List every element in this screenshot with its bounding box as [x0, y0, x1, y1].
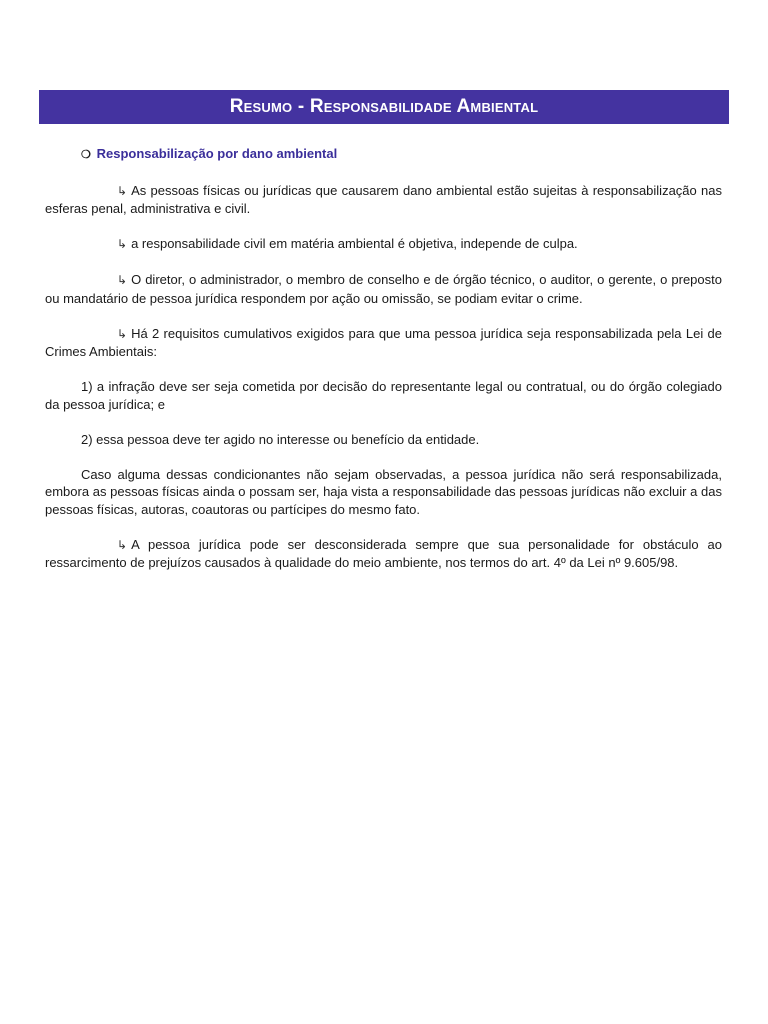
arrow-icon: ↳ [117, 183, 128, 198]
section-heading [81, 145, 722, 165]
document-body [45, 145, 722, 589]
paragraph-8-text: A pessoa jurídica pode ser desconsiderada sempre que sua personalidade for obstáculo ao ressarcimento de prejuízos causados à qualidade do meio ambiente, nos termos do art. 4º da Lei nº 9.605/98. [45, 536, 722, 570]
paragraph-1-text: As pessoas físicas ou jurídicas que causarem dano ambiental estão sujeitas à responsabilização nas esferas penal, administrativa e civil. [45, 182, 722, 216]
paragraph-2 [45, 235, 722, 254]
page-title: Resumo - Responsabilidade Ambiental [39, 90, 729, 124]
arrow-icon: ↳ [117, 237, 128, 251]
arrow-icon: ↳ [117, 326, 128, 341]
paragraph-3-text: O diretor, o administrador, o membro de conselho e de órgão técnico, o auditor, o gerente, o preposto ou mandatário de pessoa jurídica respondem por ação ou omissão, se podiam evitar o crime. [45, 272, 722, 306]
section-heading-text: Responsabilização por dano ambiental [96, 146, 338, 161]
paragraph-3 [45, 271, 722, 307]
paragraph-2-text: a responsabilidade civil em matéria ambiental é objetiva, independe de culpa. [131, 236, 578, 251]
arrow-icon: ↳ [117, 537, 128, 552]
paragraph-4-text: Há 2 requisitos cumulativos exigidos para que uma pessoa jurídica seja responsabilizada pela Lei de Crimes Ambientais: [45, 325, 722, 359]
arrow-icon: ↳ [117, 273, 128, 287]
circle-bullet-icon: ❍ [81, 149, 91, 161]
requirement-1: 1) a infração deve ser seja cometida por decisão do representante legal ou contratual, ou do órgão colegiado da pessoa jurídica; e [45, 379, 722, 412]
paragraph-conditions: Caso alguma dessas condicionantes não sejam observadas, a pessoa jurídica não será responsabilizada, embora as pessoas físicas ainda o possam ser, haja vista a responsabilidade das pessoas jurídicas não excluir a das pessoas físicas, autoras, coautoras ou partícipes do mesmo fato. [45, 466, 722, 517]
requirement-2: 2) essa pessoa deve ter agido no interesse ou benefício da entidade. [81, 431, 480, 447]
paragraph-8 [45, 536, 722, 572]
paragraph-4 [45, 325, 722, 361]
paragraph-1 [45, 182, 722, 218]
